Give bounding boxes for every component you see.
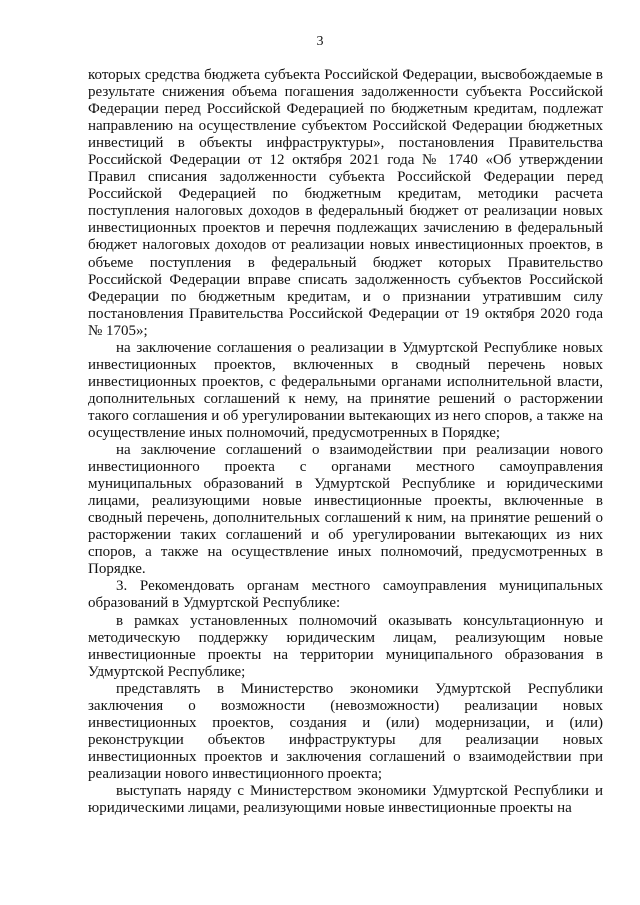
paragraph-act-with-ministry: выступать наряду с Министерством экономики Удмуртской Республики и юридическими лицами, реализующими новые инвестиционные проекты на [88, 782, 603, 817]
paragraph-consulting-support: в рамках установленных полномочий оказывать консультационную и методическую поддержку юридическим лицам, реализующим новые инвестиционные проекты на территории муниципального образования в Удмуртской Республике; [88, 612, 603, 680]
paragraph-item-3: 3. Рекомендовать органам местного самоуправления муниципальных образований в Удмуртской Республике: [88, 578, 603, 612]
paragraph-continuation: которых средства бюджета субъекта Российской Федерации, высвобождаемые в результате снижения объема погашения задолженности субъекта Российской Федерации перед Российской Федерацией по бюджетным кредитам, подлежат направлению на осуществление субъектом Российской Федерации бюджетных инвестиций в объекты инфраструктуры», постановления Правительства Российской Федерации от 12 октября 2021 года № 1740 «Об утверждении Правил списания задолженности субъекта Российской Федерации перед Российской Федерацией по бюджетным кредитам, методики расчета поступления налоговых доходов в федеральный бюджет от реализации новых инвестиционных проектов и перечня подлежащих зачислению в федеральный бюджет налоговых доходов от реализации новых инвестиционных проектов, в объеме поступления в федеральный бюджет которых Правительство Российской Федерации вправе списать задолженность субъектов Российской Федерации по бюджетным кредитам, и о признании утратившим силу постановления Правительства Российской Федерации от 19 октября 2020 года № 1705»; [88, 67, 603, 339]
page-number: 3 [316, 34, 324, 49]
paragraph-agreement-municipal: на заключение соглашений о взаимодействии при реализации нового инвестиционного проекта с органами местного самоуправления муниципальных образований в Удмуртской Республике и юридическими лицами, реализующими новые инвестиционные проекты, включенные в сводный перечень, дополнительных соглашений к ним, на принятие решений о расторжении таких соглашений и об урегулировании вытекающих из них споров, а также на осуществление иных полномочий, предусмотренных в Порядке. [88, 442, 603, 578]
paragraph-submit-conclusions: представлять в Министерство экономики Удмуртской Республики заключения о возможности (невозможности) реализации новых инвестиционных проектов, создания и (или) модернизации, и (или) реконструкции объектов инфраструктуры для реализации новых инвестиционных проектов и заключения соглашений о взаимодействии при реализации нового инвестиционного проекта; [88, 680, 603, 782]
paragraph-agreement-federal: на заключение соглашения о реализации в Удмуртской Республике новых инвестиционных проектов, включенных в сводный перечень новых инвестиционных проектов, с федеральными органами исполнительной власти, дополнительных соглашений к нему, на принятие решений о расторжении такого соглашения и об урегулировании вытекающих из него споров, а также на осуществление иных полномочий, предусмотренных в Порядке; [88, 339, 603, 441]
document-body [88, 67, 603, 817]
